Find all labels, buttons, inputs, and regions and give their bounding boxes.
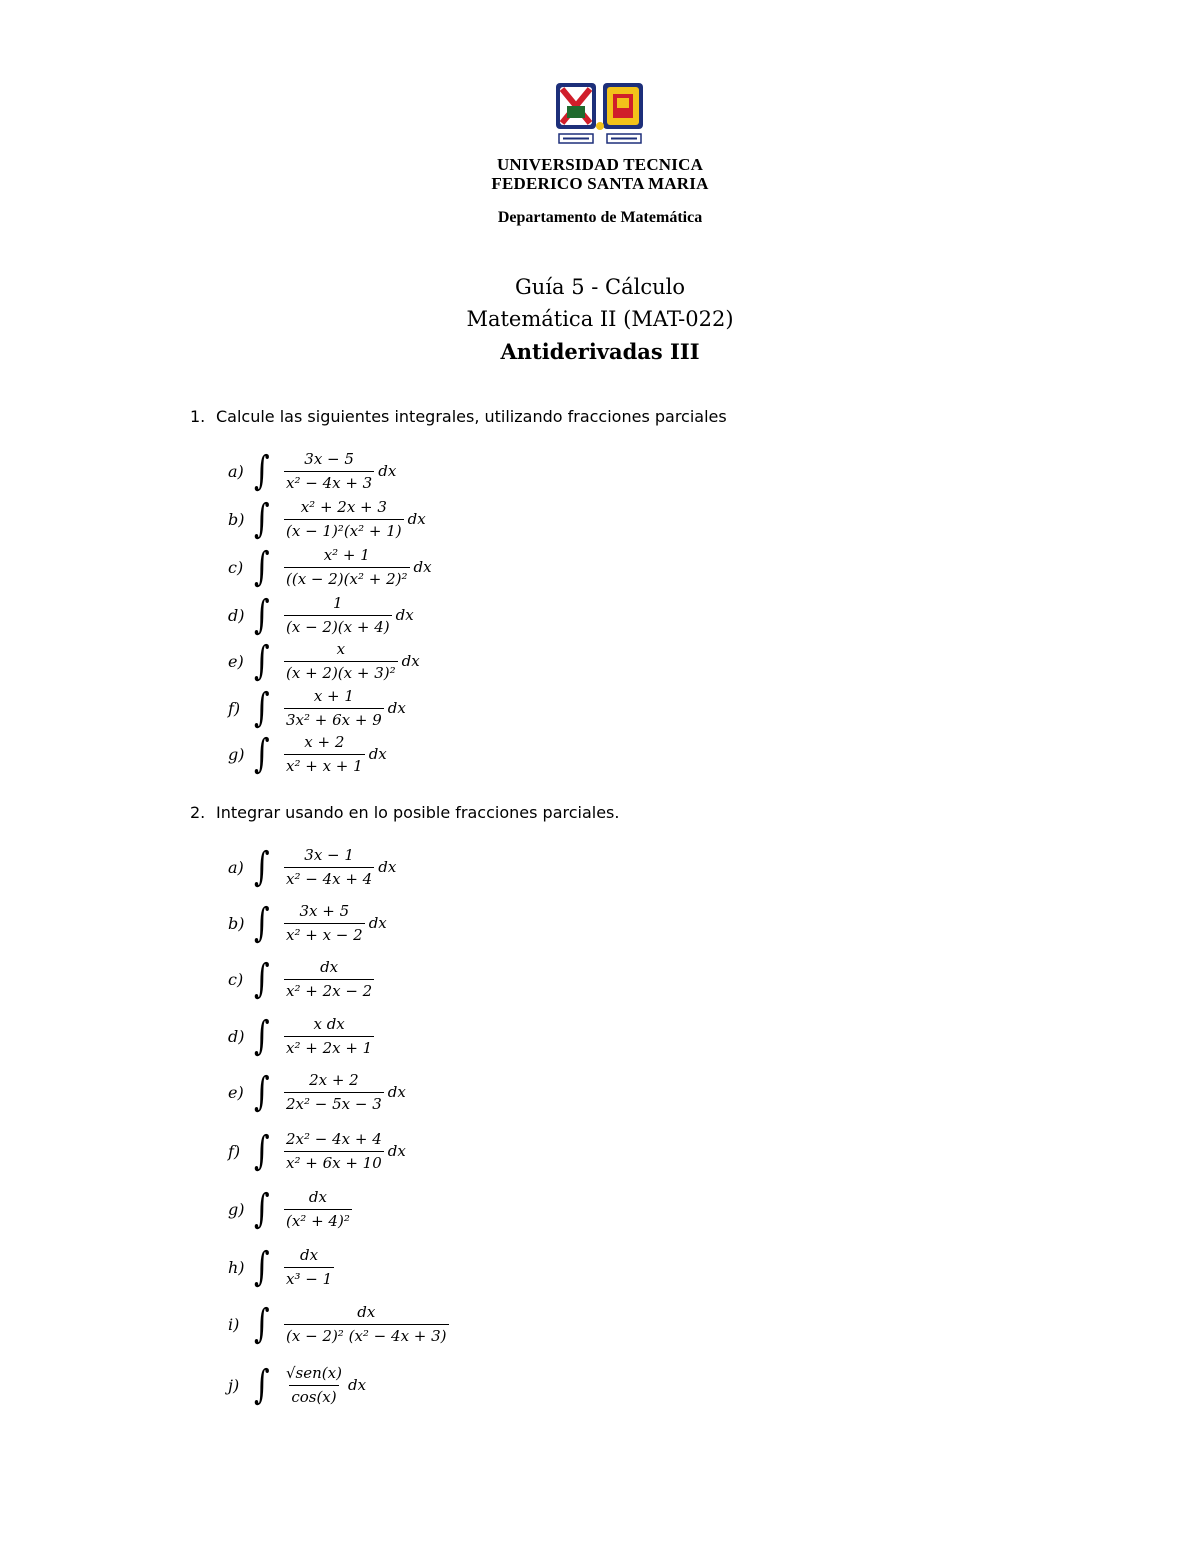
fraction [284, 733, 365, 776]
item-label: f) [228, 698, 241, 718]
numerator: dx [300, 1245, 319, 1264]
numerator: dx [320, 957, 339, 976]
differential: dx [387, 1142, 406, 1160]
differential: dx [378, 858, 397, 876]
university-crest-logo [555, 82, 645, 150]
integral-item [228, 544, 432, 590]
fraction [284, 498, 404, 541]
integral-item [228, 1013, 378, 1059]
integral-sign-icon: ∫ [254, 544, 270, 590]
numerator: dx [357, 1302, 376, 1321]
integral-item [228, 1301, 453, 1347]
numerator: x dx [313, 1014, 345, 1033]
integral-sign-icon: ∫ [254, 900, 270, 946]
item-label: e) [228, 1082, 244, 1102]
numerator: 3x − 5 [304, 449, 354, 468]
item-label: d) [228, 605, 245, 625]
guide-title: Guía 5 - Cálculo [515, 275, 685, 299]
fraction [284, 902, 365, 945]
numerator: √sen(x) [286, 1363, 342, 1382]
fraction [284, 1364, 344, 1407]
item-label: h) [228, 1257, 245, 1277]
item-label: a) [228, 461, 244, 481]
integral-sign-icon: ∫ [254, 448, 270, 494]
denominator: x² − 4x + 4 [284, 867, 374, 889]
university-name-line1: UNIVERSIDAD TECNICA [496, 155, 704, 174]
fraction [284, 1188, 352, 1231]
integral-item [228, 1362, 366, 1408]
fraction [284, 594, 392, 637]
denominator: ((x − 2)(x² + 2)² [284, 567, 410, 589]
topic-title: Antiderivadas III [500, 339, 700, 364]
item-label: b) [228, 913, 245, 933]
numerator: x + 1 [313, 686, 354, 705]
fraction [284, 1015, 374, 1058]
differential: dx [378, 462, 397, 480]
denominator: (x² + 4)² [284, 1209, 352, 1231]
fraction [284, 1303, 449, 1346]
exercise-instruction: Calcule las siguientes integrales, utilizando fracciones parciales [216, 407, 727, 426]
integral-sign-icon: ∫ [254, 638, 270, 684]
differential: dx [368, 914, 387, 932]
integral-sign-icon: ∫ [254, 1128, 270, 1174]
integral-item [228, 731, 387, 777]
exercise-number: 1. [190, 407, 206, 426]
item-label: d) [228, 1026, 245, 1046]
exercise-1-heading [190, 407, 727, 426]
integral-sign-icon: ∫ [254, 496, 270, 542]
fraction [284, 1130, 384, 1173]
integral-item [228, 956, 378, 1002]
numerator: dx [308, 1187, 327, 1206]
item-label: j) [228, 1375, 240, 1395]
item-label: b) [228, 509, 245, 529]
item-label: i) [228, 1314, 240, 1334]
item-label: g) [228, 744, 245, 764]
fraction [284, 1071, 384, 1114]
denominator: (x − 1)²(x² + 1) [284, 519, 404, 541]
differential: dx [387, 1083, 406, 1101]
course-title: Matemática II (MAT-022) [466, 307, 734, 331]
integral-sign-icon: ∫ [254, 1244, 270, 1290]
integral-item [228, 685, 406, 731]
denominator: x² + 2x − 2 [284, 979, 374, 1001]
integral-sign-icon: ∫ [254, 1301, 270, 1347]
integral-item [228, 1186, 356, 1232]
integral-sign-icon: ∫ [254, 685, 270, 731]
denominator: (x − 2)(x + 4) [284, 615, 392, 637]
item-label: c) [228, 969, 244, 989]
numerator: 3x + 5 [299, 901, 350, 920]
denominator: (x + 2)(x + 3)² [284, 661, 398, 683]
numerator: x + 2 [304, 732, 345, 751]
denominator: 2x² − 5x − 3 [284, 1092, 384, 1114]
fraction [284, 687, 384, 730]
denominator: x² + 2x + 1 [284, 1036, 374, 1058]
denominator: x² − 4x + 3 [284, 471, 374, 493]
university-name-line2: FEDERICO SANTA MARIA [491, 174, 709, 193]
exercise-2-heading [190, 803, 619, 822]
denominator: x³ − 1 [284, 1267, 334, 1289]
integral-sign-icon: ∫ [254, 1362, 270, 1408]
item-label: f) [228, 1141, 241, 1161]
integral-sign-icon: ∫ [254, 1186, 270, 1232]
differential: dx [387, 699, 406, 717]
numerator: 3x − 1 [304, 845, 354, 864]
numerator: 2x² − 4x + 4 [286, 1129, 382, 1148]
numerator: x² + 2x + 3 [300, 497, 387, 516]
denominator: x² + x + 1 [284, 754, 365, 776]
fraction [284, 450, 374, 493]
department-name: Departamento de Matemática [497, 209, 703, 226]
integral-item [228, 592, 414, 638]
integral-item [228, 1244, 338, 1290]
fraction [284, 546, 410, 589]
fraction [284, 640, 398, 683]
integral-sign-icon: ∫ [254, 844, 270, 890]
integral-item [228, 844, 396, 890]
integral-item [228, 900, 387, 946]
exercise-number: 2. [190, 803, 206, 822]
integral-item [228, 1128, 406, 1174]
differential: dx [368, 745, 387, 763]
differential: dx [407, 510, 426, 528]
integral-sign-icon: ∫ [254, 956, 270, 1002]
fraction [284, 958, 374, 1001]
integral-item [228, 448, 396, 494]
integral-item [228, 496, 426, 542]
denominator: x² + x − 2 [284, 923, 365, 945]
integral-sign-icon: ∫ [254, 1013, 270, 1059]
exercise-instruction: Integrar usando en lo posible fracciones parciales. [216, 803, 620, 822]
differential: dx [413, 558, 432, 576]
fraction [284, 846, 374, 889]
denominator: cos(x) [289, 1385, 338, 1407]
numerator: x² + 1 [323, 545, 370, 564]
integral-sign-icon: ∫ [254, 731, 270, 777]
differential: dx [401, 652, 420, 670]
denominator: 3x² + 6x + 9 [284, 708, 384, 730]
differential: dx [395, 606, 414, 624]
integral-sign-icon: ∫ [254, 1069, 270, 1115]
integral-item [228, 638, 420, 684]
integral-item [228, 1069, 406, 1115]
numerator: 1 [333, 593, 343, 612]
integral-sign-icon: ∫ [254, 592, 270, 638]
item-label: c) [228, 557, 244, 577]
item-label: g) [228, 1199, 245, 1219]
numerator: x [336, 639, 346, 658]
numerator: 2x + 2 [309, 1070, 359, 1089]
denominator: (x − 2)² (x² − 4x + 3) [284, 1324, 449, 1346]
item-label: a) [228, 857, 244, 877]
differential: dx [347, 1376, 367, 1394]
denominator: x² + 6x + 10 [284, 1151, 384, 1173]
fraction [284, 1246, 334, 1289]
item-label: e) [228, 651, 244, 671]
